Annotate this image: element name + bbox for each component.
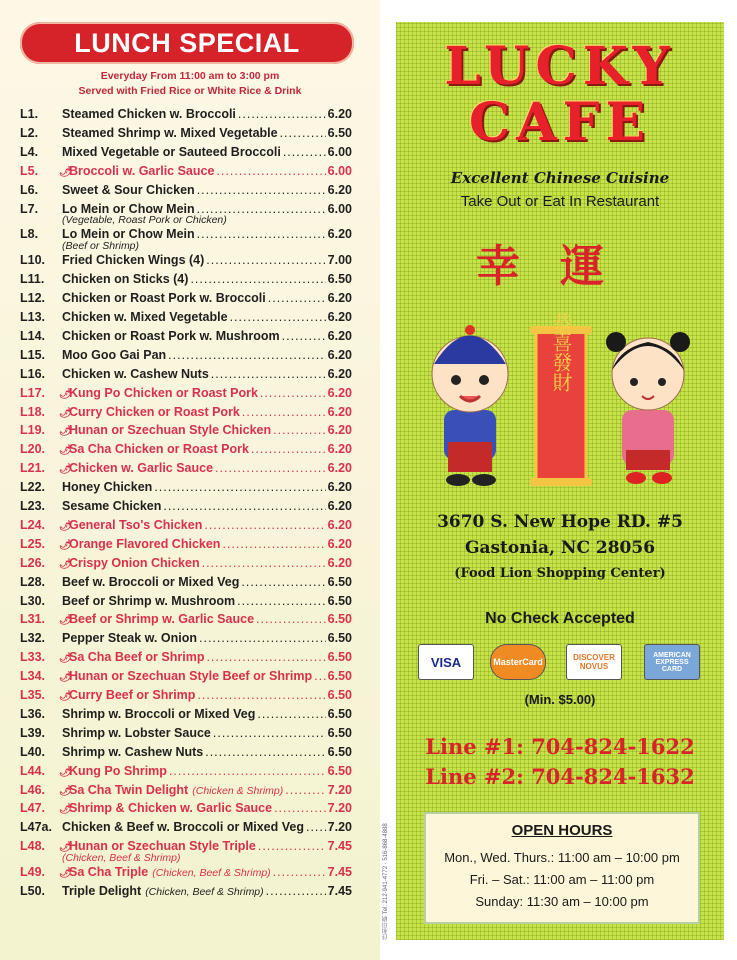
dot-leader <box>237 594 325 608</box>
phone-line-1[interactable]: Line #1: 704-824-1622 <box>425 734 695 759</box>
item-name: Shrimp & Chicken w. Garlic Sauce <box>69 801 273 816</box>
item-note: (Beef or Shrimp) <box>62 240 140 253</box>
restaurant-info-panel <box>396 22 724 940</box>
item-code: L2. <box>20 125 39 140</box>
lunch-item-row <box>20 405 352 423</box>
lunch-item-row <box>20 820 352 838</box>
item-name: Sesame Chicken <box>62 499 162 513</box>
item-code: L12. <box>20 291 46 306</box>
dot-leader <box>256 612 326 626</box>
item-code: L23. <box>20 499 46 513</box>
item-name: Kung Po Shrimp <box>69 763 167 778</box>
lunch-item-row <box>20 537 352 555</box>
lunch-item-row <box>20 329 352 347</box>
dot-leader <box>215 461 326 475</box>
hot-spicy-icon: 🌶 <box>59 464 72 476</box>
item-code: L28. <box>20 574 46 589</box>
item-price: 6.20 <box>327 555 352 570</box>
item-code: L24. <box>20 517 46 532</box>
item-price: 6.20 <box>327 404 352 419</box>
item-code: L13. <box>20 310 46 324</box>
item-name: Fried Chicken Wings (4) <box>62 253 205 268</box>
dot-leader <box>260 386 326 400</box>
dot-leader <box>268 291 326 305</box>
lunch-item-row <box>20 461 352 479</box>
item-price: 6.20 <box>327 536 352 551</box>
item-name: Lo Mein or Chow Mein <box>62 227 195 242</box>
lunch-item-row <box>20 745 352 763</box>
item-price: 6.50 <box>327 669 352 684</box>
dot-leader <box>216 164 325 178</box>
hot-spicy-icon: 🌶 <box>59 691 72 702</box>
item-code: L50. <box>20 884 46 898</box>
lunch-hours-note: Everyday From 11:00 am to 3:00 pm <box>100 70 280 82</box>
item-price: 7.20 <box>327 820 352 835</box>
dot-leader <box>213 726 326 740</box>
item-name: Steamed Chicken w. Broccoli <box>62 107 236 121</box>
dot-leader <box>222 537 325 551</box>
logo-lucky: LUCKY <box>444 36 676 97</box>
item-price: 6.20 <box>327 385 352 400</box>
item-name: Chicken or Roast Pork w. Mushroom <box>62 328 280 343</box>
hot-spicy-icon: 🌶 <box>59 842 72 854</box>
item-code: L15. <box>20 347 46 362</box>
item-code: L10. <box>20 253 46 268</box>
phone-line-2[interactable]: Line #2: 704-824-1632 <box>425 764 695 789</box>
item-name: Chicken w. Mixed Vegetable <box>62 310 228 324</box>
item-name: Sa Cha Beef or Shrimp <box>69 650 205 665</box>
item-price: 6.50 <box>327 574 352 589</box>
item-name: Sa Cha Triple <box>69 865 149 880</box>
item-code: L44. <box>20 763 46 778</box>
item-code: L7. <box>20 201 39 216</box>
item-name: Shrimp w. Cashew Nuts <box>62 744 204 759</box>
item-name: Orange Flavored Chicken <box>69 536 221 551</box>
hot-spicy-icon: 🌶 <box>59 445 72 457</box>
lunch-item-row <box>20 126 352 144</box>
mastercard-icon: MasterCard <box>490 644 546 680</box>
item-code: L16. <box>20 366 46 381</box>
item-code: L25. <box>20 536 46 551</box>
item-price: 6.50 <box>327 272 352 287</box>
dot-leader <box>282 329 326 343</box>
item-name: Curry Beef or Shrimp <box>69 688 196 702</box>
item-code: L1. <box>20 107 39 121</box>
item-code: L6. <box>20 182 39 197</box>
item-price: 6.20 <box>327 480 352 495</box>
item-note: (Chicken, Beef & Shrimp) <box>152 867 271 880</box>
item-name: Chicken & Beef w. Broccoli or Mixed Veg <box>62 820 304 835</box>
lunch-item-row <box>20 631 352 649</box>
item-name: Hunan or Szechuan Style Triple <box>69 839 256 854</box>
item-price: 6.20 <box>327 366 352 381</box>
item-note: (Chicken, Beef & Shrimp) <box>62 852 181 865</box>
item-price: 7.20 <box>327 801 352 816</box>
dot-leader <box>306 820 326 834</box>
item-price: 6.20 <box>327 227 352 242</box>
lunch-special-title: LUNCH SPECIAL <box>20 22 354 64</box>
lunch-item-row <box>20 594 352 612</box>
item-price: 6.20 <box>327 461 352 476</box>
lunch-served-note: Served with Fried Rice or White Rice & Drink <box>78 85 302 97</box>
item-code: L11. <box>20 272 45 287</box>
dot-leader <box>230 310 326 324</box>
item-name: Sweet & Sour Chicken <box>62 182 195 197</box>
dot-leader <box>266 884 326 898</box>
address-street: 3670 S. New Hope RD. #5 <box>437 512 683 532</box>
item-name: Beef w. Broccoli or Mixed Veg <box>62 574 240 589</box>
item-note: (Vegetable, Roast Pork or Chicken) <box>62 214 227 227</box>
dot-leader <box>285 783 325 797</box>
boy-mascot-icon <box>432 325 508 486</box>
girl-mascot-icon <box>606 332 690 484</box>
dot-leader <box>273 865 326 879</box>
item-price: 7.00 <box>327 253 352 268</box>
hot-spicy-icon: 🌶 <box>59 804 72 816</box>
dot-leader <box>204 518 325 532</box>
item-price: 6.50 <box>327 706 352 721</box>
item-price: 7.20 <box>327 782 352 797</box>
logo-cafe: CAFE <box>468 92 652 153</box>
item-name: Mixed Vegetable or Sauteed Broccoli <box>62 144 281 159</box>
lunch-item-row <box>20 367 352 385</box>
item-name: Honey Chicken <box>62 480 153 495</box>
item-price: 6.50 <box>327 612 352 627</box>
dot-leader <box>258 839 326 853</box>
dot-leader <box>206 650 325 664</box>
item-note: (Chicken, Beef & Shrimp) <box>145 886 264 898</box>
item-name: Chicken on Sticks (4) <box>62 272 189 287</box>
item-code: L47a. <box>20 820 52 835</box>
hot-spicy-icon: 🌶 <box>59 766 72 778</box>
lunch-item-row <box>20 310 352 328</box>
item-price: 6.20 <box>327 328 352 343</box>
hot-spicy-icon: 🌶 <box>59 407 72 419</box>
item-price: 6.00 <box>327 201 352 216</box>
hours-sunday: Sunday: 11:30 am – 10:00 pm <box>475 894 649 909</box>
item-price: 6.50 <box>327 725 352 740</box>
lunch-item-row <box>20 253 352 271</box>
item-name: Broccoli w. Garlic Sauce <box>69 163 215 178</box>
tagline: Excellent Chinese Cuisine <box>450 169 670 187</box>
hot-spicy-icon: 🌶 <box>59 558 72 570</box>
item-code: L20. <box>20 442 46 457</box>
item-code: L19. <box>20 423 46 438</box>
item-price: 6.20 <box>327 347 352 362</box>
item-price: 6.50 <box>327 125 352 140</box>
no-check-notice: No Check Accepted <box>485 610 635 627</box>
hot-spicy-icon: 🌶 <box>59 653 72 665</box>
scroll-text: 恭喜發財 <box>549 312 573 392</box>
lunch-item-row <box>20 291 352 309</box>
hot-spicy-icon: 🌶 <box>59 388 72 400</box>
item-code: L48. <box>20 839 46 854</box>
item-name: Shrimp w. Broccoli or Mixed Veg <box>62 706 256 721</box>
lunch-item-row <box>20 423 352 441</box>
item-name: Beef or Shrimp w. Mushroom <box>62 593 236 608</box>
service-type: Take Out or Eat In Restaurant <box>460 193 660 210</box>
hot-spicy-icon: 🌶 <box>59 615 72 627</box>
item-name: Sa Cha Twin Delight <box>69 782 189 797</box>
dot-leader <box>154 480 325 494</box>
visa-card-icon: VISA <box>418 644 474 680</box>
item-code: L5. <box>20 163 39 178</box>
hot-spicy-icon: 🌶 <box>59 672 72 684</box>
hot-spicy-icon: 🌶 <box>59 868 72 880</box>
lunch-item-row <box>20 764 352 782</box>
dot-leader <box>238 107 326 121</box>
lunch-item-row <box>20 783 352 801</box>
dot-leader <box>197 183 326 197</box>
item-price: 6.50 <box>327 688 352 702</box>
item-price: 6.50 <box>327 763 352 778</box>
item-code: L26. <box>20 555 46 570</box>
item-name: Pepper Steak w. Onion <box>62 631 197 646</box>
item-name: Steamed Shrimp w. Mixed Vegetable <box>62 125 278 140</box>
item-price: 6.00 <box>327 144 352 159</box>
item-name: Triple Delight <box>62 884 142 898</box>
item-code: L18. <box>20 404 46 419</box>
lunch-item-row <box>20 669 352 687</box>
item-code: L47. <box>20 801 46 816</box>
item-price: 6.50 <box>327 631 352 646</box>
item-code: L33. <box>20 650 46 665</box>
dot-leader <box>163 499 325 513</box>
dot-leader <box>197 202 326 216</box>
dot-leader <box>205 745 325 759</box>
chinese-name: 幸運 <box>476 242 644 291</box>
hot-spicy-icon: 🌶 <box>59 520 72 532</box>
item-code: L32. <box>20 631 46 646</box>
item-name: Lo Mein or Chow Mein <box>62 201 195 216</box>
lunch-item-row <box>20 575 352 593</box>
lunch-item-row <box>20 726 352 744</box>
item-code: L30. <box>20 593 46 608</box>
item-price: 6.20 <box>327 310 352 324</box>
mascot-illustration <box>426 312 706 492</box>
dot-leader <box>283 145 326 159</box>
dot-leader <box>202 556 326 570</box>
dot-leader <box>242 405 326 419</box>
lunch-item-row <box>20 145 352 163</box>
lunch-item-row <box>20 107 352 125</box>
item-price: 7.45 <box>327 865 352 880</box>
item-name: Shrimp w. Lobster Sauce <box>62 725 211 740</box>
address-city: Gastonia, NC 28056 <box>464 538 656 558</box>
lunch-item-row <box>20 183 352 201</box>
item-name: Beef or Shrimp w. Garlic Sauce <box>69 612 255 627</box>
item-price: 6.00 <box>327 163 352 178</box>
hot-spicy-icon: 🌶 <box>59 426 72 438</box>
open-hours-title: OPEN HOURS <box>511 822 613 839</box>
item-code: L46. <box>20 782 46 797</box>
dot-leader <box>190 272 325 286</box>
lunch-item-row <box>20 707 352 725</box>
item-code: L14. <box>20 328 46 343</box>
lunch-item-row <box>20 518 352 536</box>
item-price: 6.20 <box>327 423 352 438</box>
item-price: 6.20 <box>327 182 352 197</box>
lunch-item-row <box>20 612 352 630</box>
hot-spicy-icon: 🌶 <box>59 166 72 178</box>
item-price: 6.20 <box>327 107 352 121</box>
item-code: L39. <box>20 725 46 740</box>
item-name: Chicken or Roast Pork w. Broccoli <box>62 291 266 306</box>
lunch-item-row <box>20 556 352 574</box>
dot-leader <box>197 688 325 702</box>
scroll-banner-icon <box>530 312 592 486</box>
item-code: L35. <box>20 688 46 702</box>
item-name: Moo Goo Gai Pan <box>62 347 167 362</box>
item-name: Hunan or Szechuan Style Beef or Shrimp <box>69 669 313 684</box>
item-price: 6.20 <box>327 442 352 457</box>
item-code: L21. <box>20 461 46 476</box>
dot-leader <box>314 669 326 683</box>
item-name: Hunan or Szechuan Style Chicken <box>69 423 272 438</box>
item-name: Kung Po Chicken or Roast Pork <box>69 385 258 400</box>
lunch-item-row <box>20 884 352 902</box>
hours-fri-sat: Fri. – Sat.: 11:00 am – 11:00 pm <box>469 872 655 887</box>
item-price: 6.50 <box>327 593 352 608</box>
hot-spicy-icon: 🌶 <box>59 539 72 551</box>
address-landmark: (Food Lion Shopping Center) <box>454 566 666 581</box>
dot-leader <box>280 126 326 140</box>
dot-leader <box>241 575 325 589</box>
item-code: L17. <box>20 385 46 400</box>
dot-leader <box>273 423 326 437</box>
minimum-order: (Min. $5.00) <box>524 692 596 707</box>
dot-leader <box>257 707 325 721</box>
item-price: 7.45 <box>327 884 352 898</box>
open-hours-box <box>424 812 700 924</box>
dot-leader <box>168 348 325 362</box>
lunch-item-row <box>20 865 352 883</box>
lunch-item-row <box>20 272 352 290</box>
lunch-item-row <box>20 164 352 182</box>
item-code: L31. <box>20 612 46 627</box>
item-code: L40. <box>20 744 46 759</box>
dot-leader <box>199 631 326 645</box>
printer-credit: 佳和印刷 Tel: 212-941-4772 · 516-868-4888 <box>383 823 389 940</box>
dot-leader <box>206 253 325 267</box>
item-code: L22. <box>20 480 46 495</box>
item-code: L34. <box>20 669 46 684</box>
dot-leader <box>211 367 326 381</box>
item-code: L8. <box>20 227 39 242</box>
lunch-item-row <box>20 386 352 404</box>
item-name: General Tso's Chicken <box>69 517 203 532</box>
dot-leader <box>169 764 326 778</box>
lunch-item-row <box>20 348 352 366</box>
discover-card-icon: DISCOVER NOVUS <box>566 644 622 680</box>
item-price: 6.50 <box>327 744 352 759</box>
lunch-item-row <box>20 442 352 460</box>
dot-leader <box>274 801 326 815</box>
item-price: 6.50 <box>327 650 352 665</box>
item-code: L49. <box>20 865 46 880</box>
item-name: Chicken w. Cashew Nuts <box>62 366 209 381</box>
item-name: Sa Cha Chicken or Roast Pork <box>69 442 249 457</box>
amex-card-icon: AMERICAN EXPRESS CARD <box>644 644 700 680</box>
lunch-item-row <box>20 499 352 517</box>
item-price: 6.20 <box>327 499 352 513</box>
lunch-item-row <box>20 688 352 706</box>
lunch-item-row <box>20 480 352 498</box>
item-code: L4. <box>20 144 39 159</box>
lunch-item-row <box>20 650 352 668</box>
item-note: (Chicken & Shrimp) <box>192 784 284 797</box>
dot-leader <box>197 227 326 241</box>
item-name: Chicken w. Garlic Sauce <box>69 461 214 476</box>
dot-leader <box>251 442 326 456</box>
item-name: Crispy Onion Chicken <box>69 555 200 570</box>
item-name: Curry Chicken or Roast Pork <box>69 404 240 419</box>
lunch-item-row <box>20 801 352 819</box>
hot-spicy-icon: 🌶 <box>59 785 72 797</box>
item-code: L36. <box>20 706 46 721</box>
item-price: 7.45 <box>327 839 352 854</box>
item-price: 6.20 <box>327 517 352 532</box>
hours-weekday: Mon., Wed. Thurs.: 11:00 am – 10:00 pm <box>444 850 680 865</box>
item-price: 6.20 <box>327 291 352 306</box>
